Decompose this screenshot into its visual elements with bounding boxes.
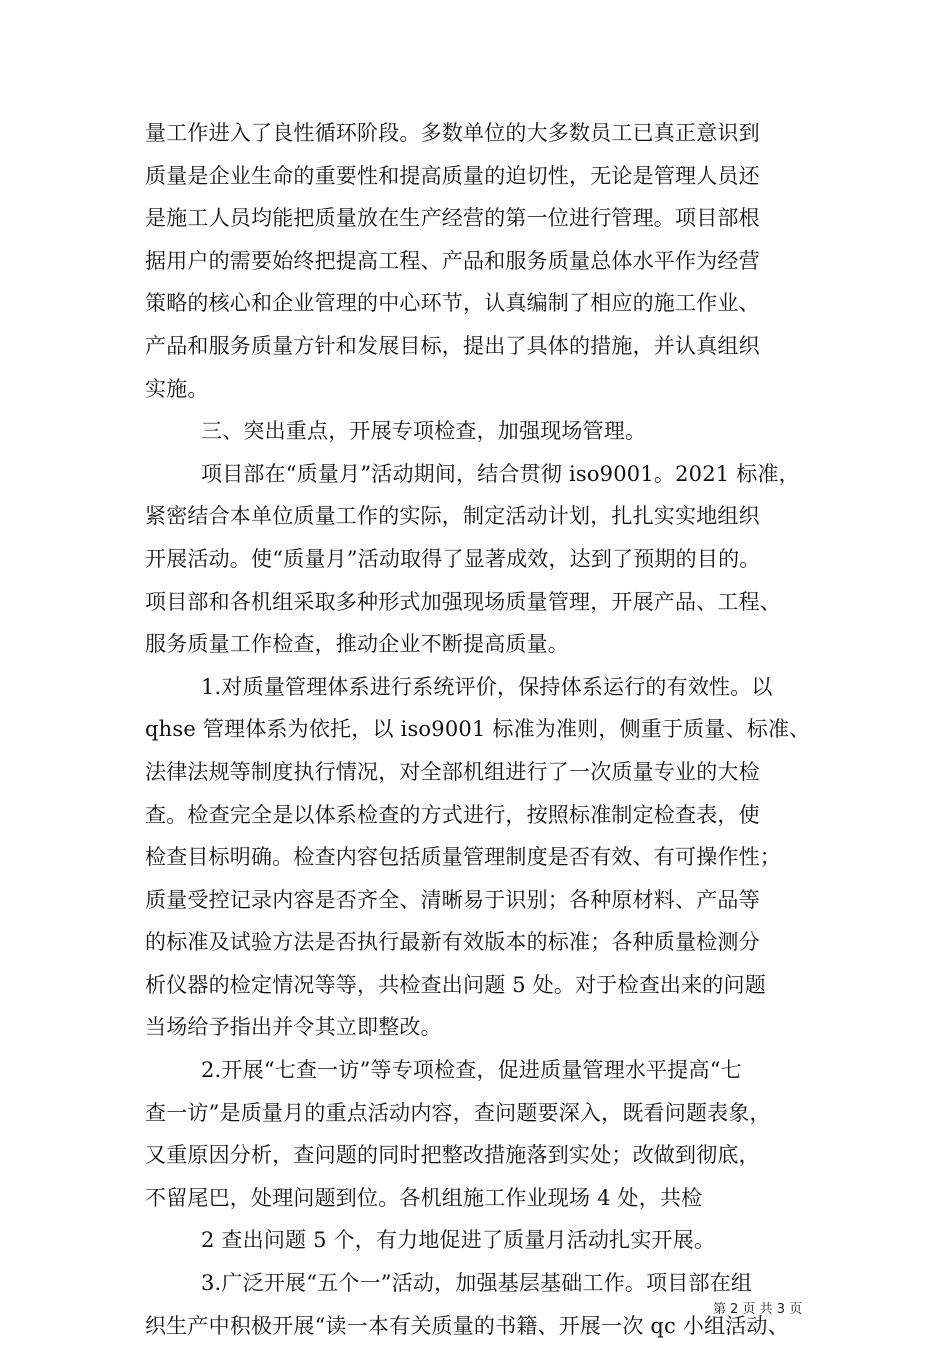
text-line: 实施。 xyxy=(145,376,209,401)
text-line: 项目部在“质量月”活动期间，结合贯彻 iso9001。2021 标准， xyxy=(201,461,800,486)
text-line: 策略的核心和企业管理的中心环节，认真编制了相应的施工作业、 xyxy=(145,291,760,316)
text-line: 2.开展“七查一访”等专项检查，促进质量管理水平提高“七 xyxy=(201,1058,742,1083)
text-line: 又重原因分析，查问题的同时把整改措施落到实处；改做到彻底， xyxy=(145,1143,760,1168)
page-number: 第 2 页 共 3 页 xyxy=(713,1302,803,1317)
text-line: 检查目标明确。检查内容包括质量管理制度是否有效、有可操作性； xyxy=(145,845,781,870)
text-line: 量工作进入了良性循环阶段。多数单位的大多数员工已真正意识到 xyxy=(145,121,760,145)
text-line: 1.对质量管理体系进行系统评价，保持体系运行的有效性。以 xyxy=(201,674,773,699)
text-line: 紧密结合本单位质量工作的实际，制定活动计划，扎扎实实地组织 xyxy=(145,504,760,529)
text-line: 法律法规等制度执行情况，对全部机组进行了一次质量专业的大检 xyxy=(145,759,760,784)
text-line: 质量是企业生命的重要性和提高质量的迫切性，无论是管理人员还 xyxy=(145,163,760,188)
text-line: 2 查出问题 5 个，有力地促进了质量月活动扎实开展。 xyxy=(201,1228,716,1253)
text-line: 不留尾巴，处理问题到位。各机组施工作业现场 4 处，共检 xyxy=(145,1185,703,1210)
text-line: 开展活动。使“质量月”活动取得了显著成效，达到了预期的目的。 xyxy=(145,546,761,571)
text-line: 质量受控记录内容是否齐全、清晰易于识别；各种原材料、产品等 xyxy=(145,887,760,912)
text-line: 织生产中积极开展“读一本有关质量的书籍、开展一次 qc 小组活动、 xyxy=(145,1313,789,1338)
text-line: 服务质量工作检查，推动企业不断提高质量。 xyxy=(145,632,569,657)
text-line: 项目部和各机组采取多种形式加强现场质量管理，开展产品、工程、 xyxy=(145,589,781,614)
text-line: 的标准及试验方法是否执行最新有效版本的标准；各种质量检测分 xyxy=(145,930,760,955)
text-line: 析仪器的检定情况等等，共检查出问题 5 处。对于检查出来的问题 xyxy=(145,972,766,997)
text-line: 据用户的需要始终把提高工程、产品和服务质量总体水平作为经营 xyxy=(145,248,760,273)
text-line: 当场给予指出并令其立即整改。 xyxy=(145,1015,442,1040)
text-line: qhse 管理体系为依托，以 iso9001 标准为准则，侧重于质量、标准、 xyxy=(145,717,811,742)
text-line: 是施工人员均能把质量放在生产经营的第一位进行管理。项目部根 xyxy=(145,206,760,231)
text-line: 三、突出重点，开展专项检查，加强现场管理。 xyxy=(201,419,647,444)
text-line: 3.广泛开展“五个一”活动，加强基层基础工作。项目部在组 xyxy=(201,1271,753,1296)
document-body xyxy=(145,112,817,1347)
text-line: 查一访”是质量月的重点活动内容，查问题要深入，既看问题表象， xyxy=(145,1100,771,1125)
text-line: 查。检查完全是以体系检查的方式进行，按照标准制定检查表，使 xyxy=(145,802,760,827)
text-line: 产品和服务质量方针和发展目标，提出了具体的措施，并认真组织 xyxy=(145,333,760,358)
